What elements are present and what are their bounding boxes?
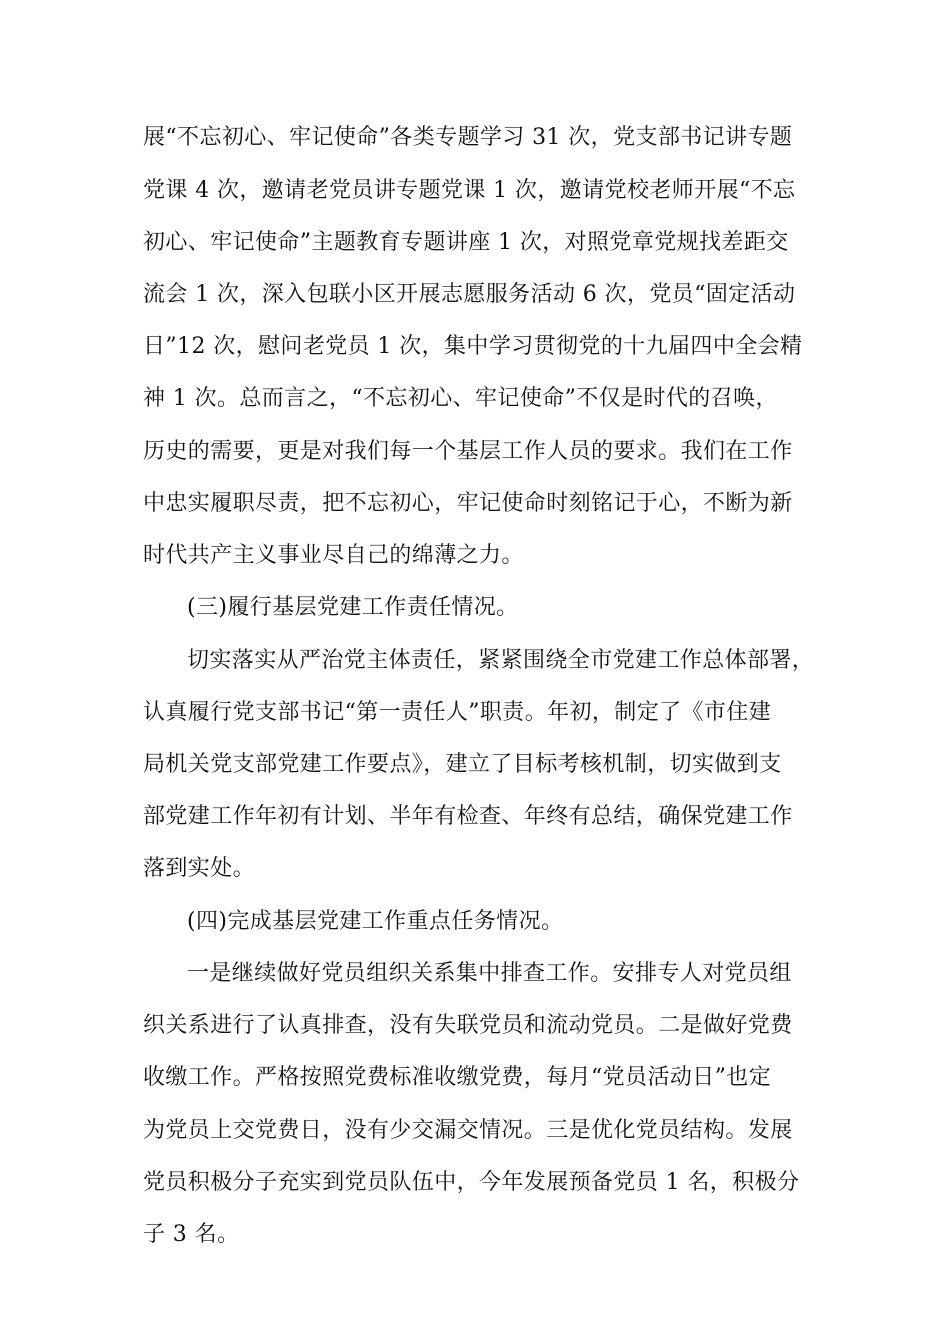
body-text-line: 子 3 名。 bbox=[143, 1222, 240, 1247]
section-heading-3: (三)履行基层党建工作责任情况。 bbox=[187, 595, 519, 620]
body-text-line: 切实落实从严治党主体责任，紧紧围绕全市党建工作总体部署， bbox=[187, 648, 815, 673]
body-text-line: 党课 4 次，邀请老党员讲专题党课 1 次，邀请党校老师开展“不忘 bbox=[143, 178, 796, 203]
body-text-line: 神 1 次。总而言之，“不忘初心、牢记使命”不仅是时代的召唤， bbox=[143, 386, 778, 411]
body-text-line: 落到实处。 bbox=[143, 856, 256, 881]
body-text-line: 一是继续做好党员组织关系集中排查工作。安排专人对党员组 bbox=[187, 961, 792, 986]
body-text-line: 收缴工作。严格按照党费标准收缴党费，每月“党员活动日”也定 bbox=[143, 1065, 772, 1090]
body-text-line: 展“不忘初心、牢记使命”各类专题学习 31 次，党支部书记讲专题 bbox=[143, 125, 793, 150]
body-text-line: 时代共产主义事业尽自己的绵薄之力。 bbox=[143, 543, 524, 568]
body-text-line: 局机关党支部党建工作要点》，建立了目标考核机制，切实做到支 bbox=[143, 752, 782, 777]
body-text-line: 流会 1 次，深入包联小区开展志愿服务活动 6 次，党员“固定活动 bbox=[143, 282, 796, 307]
body-text-line: 日”12 次，慰问老党员 1 次，集中学习贯彻党的十九届四中全会精 bbox=[143, 334, 803, 359]
body-text-line: 织关系进行了认真排查，没有失联党员和流动党员。二是做好党费 bbox=[143, 1013, 793, 1038]
body-text-line: 初心、牢记使命”主题教育专题讲座 1 次，对照党章党规找差距交 bbox=[143, 230, 789, 255]
body-text-line: 党员积极分子充实到党员队伍中，今年发展预备党员 1 名，积极分 bbox=[143, 1170, 800, 1195]
section-heading-4: (四)完成基层党建工作重点任务情况。 bbox=[187, 909, 564, 934]
body-text-line: 认真履行党支部书记“第一责任人”职责。年初，制定了《市住建 bbox=[143, 700, 772, 725]
body-text-line: 为党员上交党费日，没有少交漏交情况。三是优化党员结构。发展 bbox=[143, 1118, 793, 1143]
body-text-line: 历史的需要，更是对我们每一个基层工作人员的要求。我们在工作 bbox=[143, 439, 793, 464]
body-text-line: 中忠实履职尽责，把不忘初心，牢记使命时刻铭记于心，不断为新 bbox=[143, 491, 793, 516]
body-text-line: 部党建工作年初有计划、半年有检查、年终有总结，确保党建工作 bbox=[143, 804, 793, 829]
